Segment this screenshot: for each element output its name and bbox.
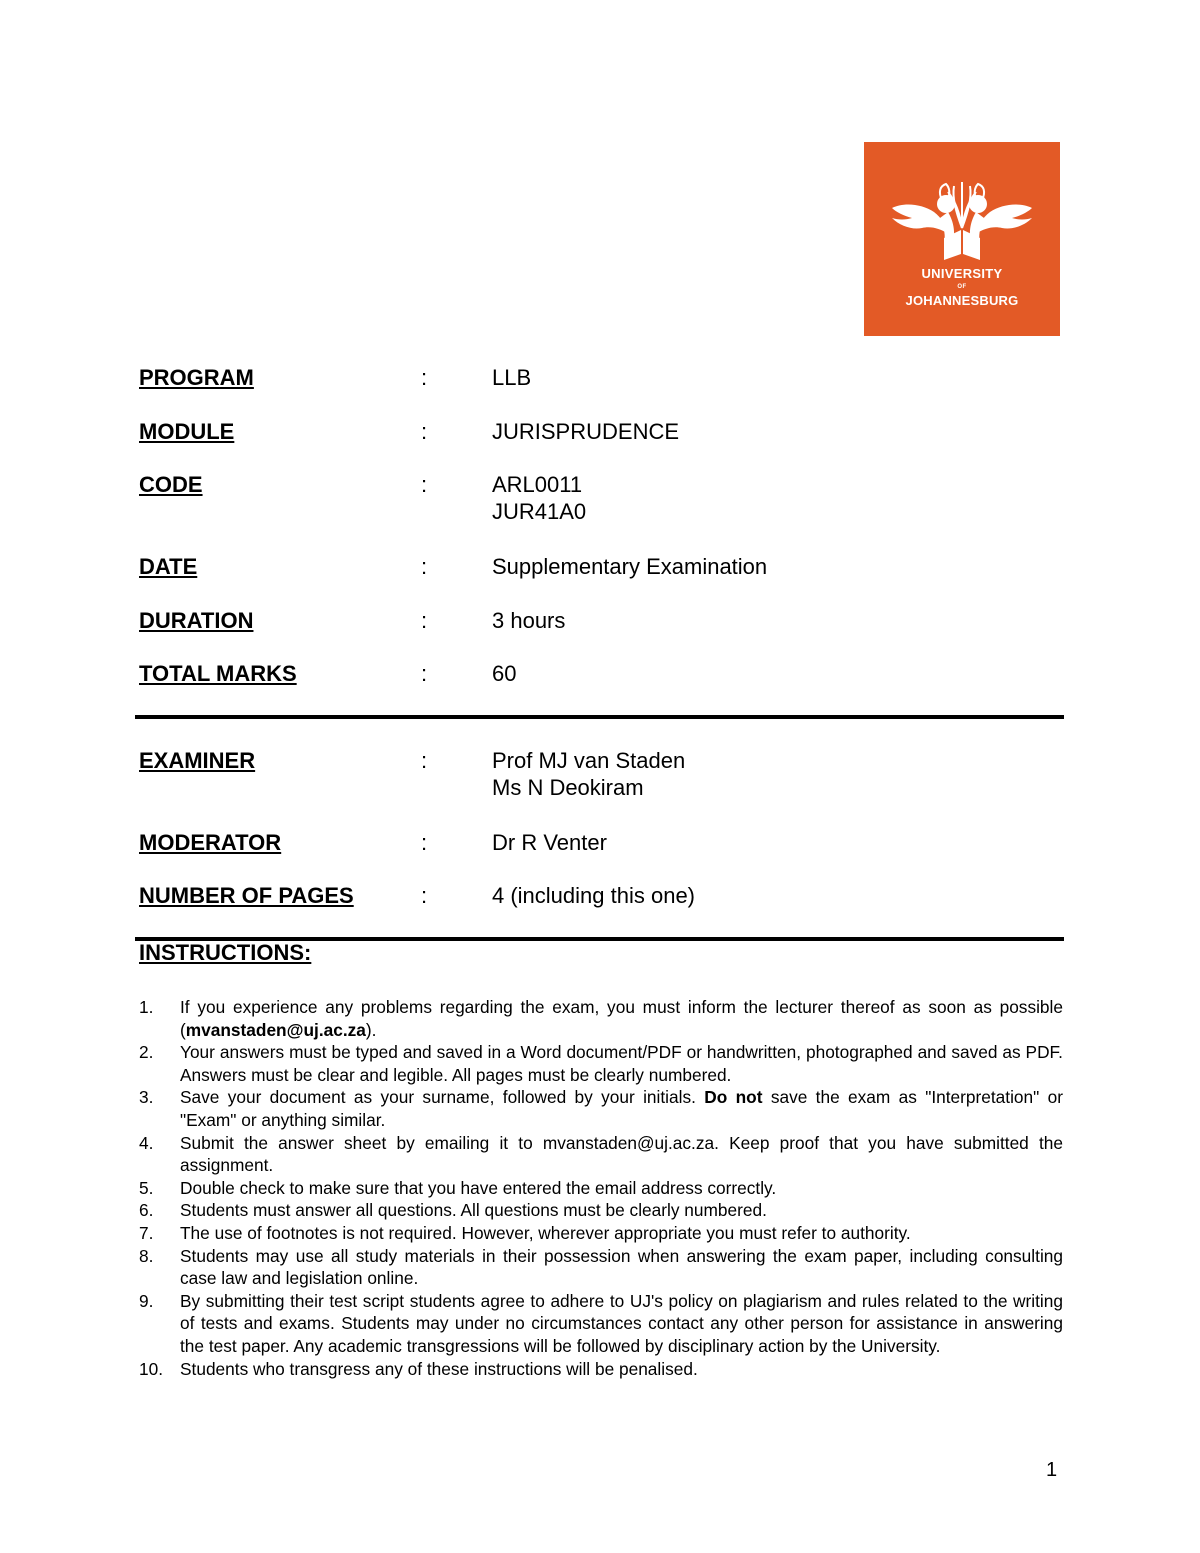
- item-number: 6.: [139, 1200, 154, 1221]
- field-value: Dr R Venter: [492, 830, 607, 855]
- item-number: 9.: [139, 1290, 154, 1311]
- list-item: [139, 1086, 1063, 1131]
- list-item: [139, 1199, 1063, 1222]
- field-value: Supplementary Examination: [492, 554, 768, 579]
- field-value: Prof MJ van Staden: [492, 748, 686, 773]
- item-text: Save your document as your surname, followed by your initials. Do not save the exam as "Interpretation" or "Exam" or anything similar.: [180, 1087, 1063, 1130]
- item-number: 5.: [139, 1177, 154, 1198]
- list-item: [139, 1222, 1063, 1245]
- field-colon: :: [421, 748, 428, 773]
- field-label: MODERATOR: [139, 830, 282, 855]
- field-value: 4 (including this one): [492, 883, 696, 908]
- list-item: [139, 1290, 1063, 1358]
- item-number: 8.: [139, 1245, 154, 1266]
- item-text: Students may use all study materials in their possession when answering the exam paper, including consulting case law and legislation online.: [180, 1245, 1063, 1289]
- field-colon: :: [421, 608, 428, 633]
- item-text: By submitting their test script students agree to adhere to UJ's policy on plagiarism and rules related to the writing of tests and exams. Students may under no circumstances contact any other person for assistance in answering the test paper. Any academic transgressions will be followed by disciplinary action by the University.: [180, 1290, 1063, 1356]
- item-text: If you experience any problems regarding the exam, you must inform the lecturer thereof as soon as possible (mvanstaden@uj.ac.za).: [180, 997, 1063, 1040]
- field-label: MODULE: [139, 419, 235, 444]
- field-value: 60: [492, 661, 517, 686]
- field-colon: :: [421, 554, 428, 579]
- field-value: 3 hours: [492, 608, 566, 633]
- logo-text-of: OF: [957, 284, 967, 290]
- item-number: 4.: [139, 1132, 154, 1153]
- item-text: Submit the answer sheet by emailing it to mvanstaden@uj.ac.za. Keep proof that you have submitted the assignment.: [180, 1132, 1063, 1176]
- field-colon: :: [421, 883, 428, 908]
- item-text: Double check to make sure that you have entered the email address correctly.: [180, 1177, 777, 1198]
- field-label: EXAMINER: [139, 748, 256, 773]
- field-label: DATE: [139, 554, 198, 579]
- field-value-second-line: JUR41A0: [492, 499, 587, 524]
- list-item: [139, 996, 1063, 1041]
- instructions-list: [139, 996, 1063, 1380]
- item-text: The use of footnotes is not required. However, wherever appropriate you must refer to authority.: [180, 1222, 911, 1243]
- emphasis-bold: Do not: [704, 1087, 763, 1108]
- item-text: Students must answer all questions. All questions must be clearly numbered.: [180, 1200, 767, 1221]
- list-item: [139, 1245, 1063, 1290]
- item-number: 2.: [139, 1042, 154, 1063]
- list-item: [139, 1041, 1063, 1086]
- item-number: 10.: [139, 1358, 164, 1379]
- field-colon: :: [421, 661, 428, 686]
- field-label: NUMBER OF PAGES: [139, 883, 354, 908]
- field-value: ARL0011: [492, 472, 583, 497]
- list-item: [139, 1132, 1063, 1177]
- field-colon: :: [421, 419, 428, 444]
- item-text: Your answers must be typed and saved in a Word document/PDF or handwritten, photographed and saved as PDF. Answers must be clear and legible. All pages must be clearly numbered.: [180, 1042, 1063, 1085]
- field-colon: :: [421, 830, 428, 855]
- field-colon: :: [421, 365, 428, 390]
- item-number: 7.: [139, 1222, 154, 1243]
- page-number: 1: [1046, 1459, 1058, 1481]
- field-colon: :: [421, 472, 428, 497]
- field-label: PROGRAM: [139, 365, 254, 390]
- email-bold: mvanstaden@uj.ac.za: [185, 1019, 366, 1040]
- field-label: DURATION: [139, 608, 254, 633]
- instructions-heading: INSTRUCTIONS:: [139, 940, 312, 965]
- item-number: 3.: [139, 1087, 154, 1108]
- list-item: [139, 1358, 1063, 1381]
- field-value: JURISPRUDENCE: [492, 419, 680, 444]
- divider-rule: [135, 715, 1064, 719]
- field-value: LLB: [492, 365, 532, 390]
- item-text: Students who transgress any of these instructions will be penalised.: [180, 1358, 698, 1379]
- field-value-second-line: Ms N Deokiram: [492, 775, 644, 800]
- logo-text-johannesburg: JOHANNESBURG: [905, 293, 1019, 308]
- university-logo: [864, 142, 1060, 336]
- field-label: CODE: [139, 472, 203, 497]
- logo-text-university: UNIVERSITY: [921, 266, 1003, 281]
- list-item: [139, 1177, 1063, 1200]
- field-label: TOTAL MARKS: [139, 661, 297, 686]
- item-number: 1.: [139, 997, 154, 1017]
